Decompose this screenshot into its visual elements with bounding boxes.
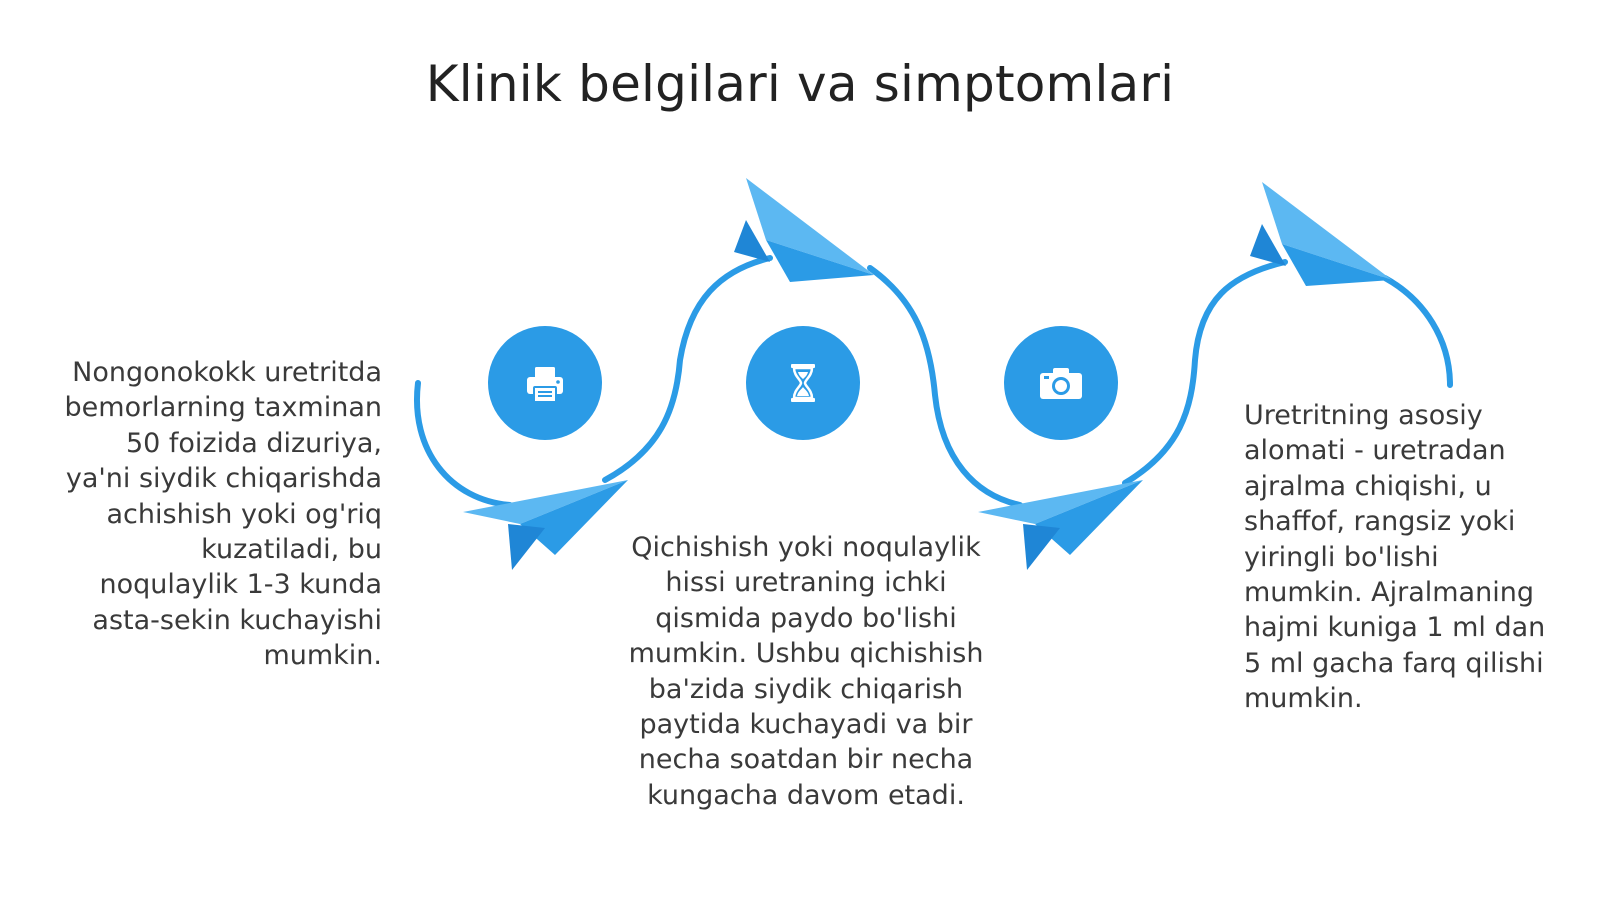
paper-plane-2-icon <box>734 178 874 282</box>
camera-icon <box>1036 361 1086 405</box>
curve-segment-2 <box>605 258 770 480</box>
step-2-icon-circle <box>746 326 860 440</box>
paper-plane-1-icon <box>463 480 628 570</box>
printer-icon <box>521 359 569 407</box>
paper-plane-4-icon <box>1250 182 1392 286</box>
curve-segment-3 <box>870 268 1020 505</box>
step-1-text: Nongonokokk uretritda bemorlarning taxminan 50 foizida dizuriya, ya'ni siydik chiqarishda achishish yoki og'riq kuzatiladi, bu noqulaylik 1-3 kunda asta-sekin kuchayishi mumkin. <box>64 357 382 672</box>
hourglass-icon <box>783 360 823 406</box>
step-2-text: Qichishish yoki noqulaylik hissi uretraning ichki qismida paydo bo'lishi mumkin. Ushbu qichishish ba'zida siydik chiqarish paytida kuchayadi va bir necha soatdan bir necha kungacha davom etadi. <box>628 532 984 811</box>
curve-segment-5 <box>1385 278 1450 385</box>
paper-plane-3-icon <box>978 480 1143 570</box>
step-3-icon-circle <box>1004 326 1118 440</box>
step-3-text: Uretritning asosiy alomati - uretradan ajralma chiqishi, u shaffof, rangsiz yoki yiringli bo'lishi mumkin. Ajralmaning hajmi kuniga 1 ml dan 5 ml gacha farq qilishi mumkin. <box>1244 400 1546 715</box>
step-1-icon-circle <box>488 326 602 440</box>
slide-title: Klinik belgilari va simptomlari <box>425 55 1175 113</box>
